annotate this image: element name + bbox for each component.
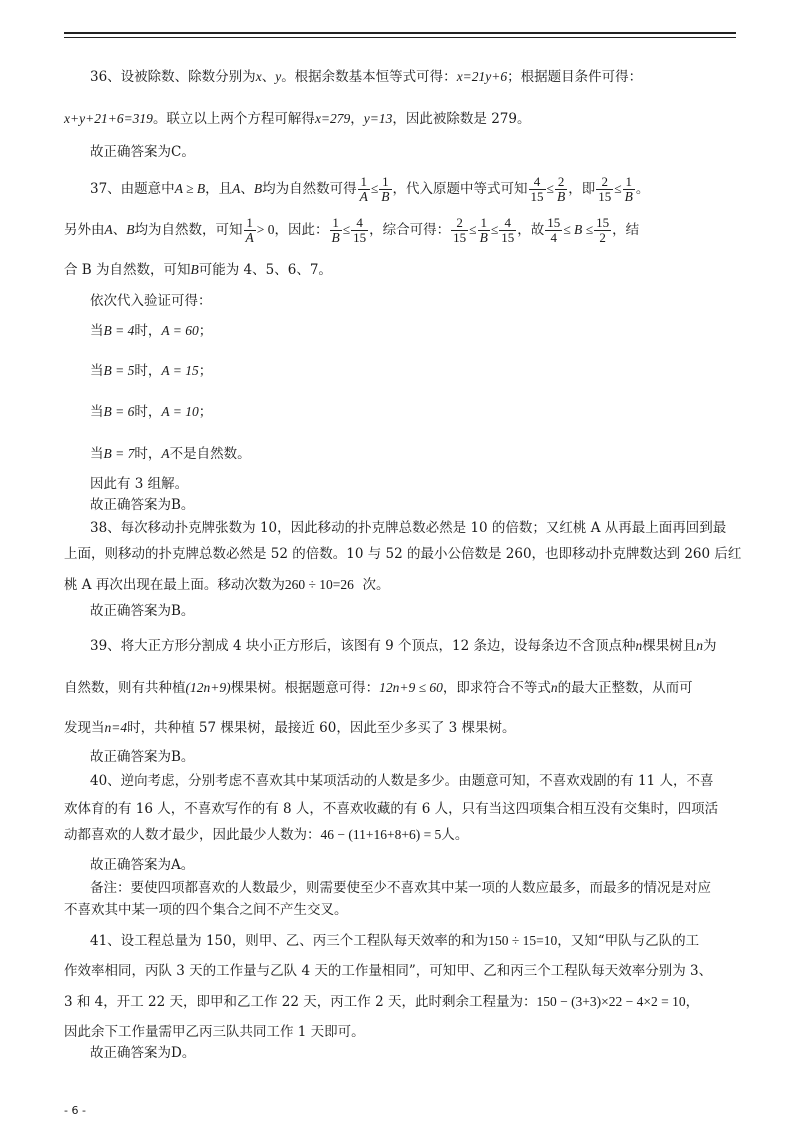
math-a: A [161, 446, 170, 461]
q37-case-b5 [90, 362, 212, 380]
text: 均为自然数可得 [262, 181, 357, 197]
text: 当 [90, 363, 104, 379]
q40-line2: 欢体育的有 16 人，不喜欢写作的有 8 人，不喜欢收藏的有 6 人，只有当这四项集合相互没有交集时，四项活 [64, 801, 719, 817]
equation: B = 7 [103, 446, 135, 461]
fraction: $\frac{1}{B}$ [331, 215, 340, 245]
q36-line2 [64, 110, 530, 128]
q39-answer: 故正确答案为B。 [90, 749, 195, 765]
text: 、 [261, 69, 276, 85]
math-n: n [635, 638, 643, 653]
q38-answer: 故正确答案为B。 [90, 603, 195, 619]
equation: x+y+21+6=319 [64, 111, 153, 126]
equation: y=13 [363, 111, 393, 126]
q39-line2 [64, 679, 693, 697]
q37-line2 [64, 213, 639, 247]
op: ≤ [370, 181, 379, 196]
equation: n=4 [104, 720, 128, 735]
header-rule [64, 32, 736, 34]
equation: B = 6 [103, 404, 135, 419]
fraction: $\frac{1}{B}$ [479, 215, 488, 245]
fraction: $\frac{1}{A}$ [245, 215, 254, 245]
text: 均为自然数，可知 [134, 222, 243, 238]
fraction: $\frac{1}{B}$ [381, 174, 390, 204]
q36-line1 [90, 68, 642, 86]
text: 、 [112, 222, 127, 238]
text: 。 [454, 827, 469, 843]
text: 时， [134, 363, 162, 379]
expression: (12n+9) [185, 680, 231, 695]
text: 、 [240, 181, 254, 197]
text: ，因此： [274, 222, 329, 238]
q37-line3 [64, 261, 332, 279]
text: 可能为 4、5、6、7。 [198, 262, 332, 278]
q37-case-b7 [90, 445, 251, 463]
fraction: $\frac{4}{15}$ [530, 174, 544, 204]
text: 。联立以上两个方程可解得 [152, 111, 315, 127]
math-n: n [696, 638, 703, 653]
text: 37、由题意中 [90, 181, 175, 197]
equation: 150 ÷ 15=10 [488, 933, 558, 948]
text: ；根据题目条件可得： [507, 69, 643, 85]
text: 41、设工程总量为 150，则甲、乙、丙三个工程队每天效率的和为 [90, 933, 489, 949]
op: ≤ [469, 222, 477, 237]
page-number: - 6 - [64, 1104, 86, 1117]
text: 合 B 为自然数，可知 [64, 262, 191, 278]
fraction: $\frac{2}{B}$ [556, 174, 566, 204]
text: ，又知“甲队与乙队的工 [557, 933, 700, 949]
q37-summary: 因此有 3 组解。 [90, 476, 189, 492]
op: ≤ [490, 222, 499, 237]
q40-line3 [64, 826, 468, 844]
equation: 260 ÷ 10=26 [284, 577, 354, 592]
text: ，且 [205, 181, 233, 197]
text: 另外由 [64, 222, 105, 238]
text: 棵果树。根据题意可得： [230, 680, 380, 696]
text: 。 [635, 181, 650, 197]
q38-line3 [64, 576, 389, 594]
text: ； [198, 363, 213, 379]
math-x: x [255, 69, 262, 84]
q41-line2: 作效率相同，丙队 3 天的工作量与乙队 4 天的工作量相同”，可知甲、乙和丙三个工程队每天效率分别为 3、 [64, 963, 713, 979]
q37-case-b6 [90, 403, 212, 421]
text: 自然数，则有共种植 [64, 680, 186, 696]
inequality: 12n+9 ≤ 60 [379, 680, 443, 695]
text: 36、设被除数、除数分别为 [90, 69, 256, 85]
text: ，因此被除数是 279。 [392, 111, 531, 127]
fraction: $\frac{15}{2}$ [596, 215, 610, 245]
header-rule-thin [64, 37, 736, 38]
inequality: A ≥ B [174, 181, 206, 196]
math-y: y [275, 69, 282, 84]
text: 为 [703, 638, 717, 654]
equation: B = 5 [103, 363, 135, 378]
text: ，即求符合不等式 [442, 680, 551, 696]
q40-note-line2: 不喜欢其中某一项的四个集合之间不产生交叉。 [64, 902, 348, 918]
q39-line3 [64, 719, 516, 737]
q41-line3 [64, 993, 699, 1011]
text: ，结 [612, 222, 640, 238]
text: ， [685, 994, 700, 1010]
op: > 0 [256, 222, 275, 237]
q37-answer: 故正确答案为B。 [90, 497, 195, 513]
math-b: B [253, 181, 263, 196]
equation: A = 10 [161, 404, 199, 419]
fraction: $\frac{2}{15}$ [598, 174, 612, 204]
equation: A = 15 [161, 363, 199, 378]
text: 动都喜欢的人数才最少，因此最少人数为： [64, 827, 321, 843]
text: 时， [134, 404, 162, 420]
q39-line1 [90, 637, 717, 655]
text: 当 [90, 404, 104, 420]
fraction: $\frac{2}{15}$ [453, 215, 467, 245]
q37-line1 [90, 172, 649, 206]
equation: A = 60 [161, 323, 199, 338]
equation: 150 − (3+3)×22 − 4×2 = 10 [536, 994, 686, 1009]
op: ≤ [614, 181, 622, 196]
text: ，代入原题中等式可知 [392, 181, 528, 197]
text: 当 [90, 323, 104, 339]
q40-note-line1: 备注：要使四项都喜欢的人数最少，则需要使至少不喜欢其中某一项的人数应最多，而最多的情况是对应 [90, 880, 711, 896]
text: 不是自然数。 [169, 446, 251, 462]
op: ≤ [342, 222, 351, 237]
text: 次。 [362, 577, 390, 593]
q37-line4: 依次代入验证可得： [90, 293, 212, 309]
q41-line1 [90, 932, 699, 950]
text: 时， [134, 323, 162, 339]
fraction: $\frac{1}{B}$ [624, 174, 633, 204]
text: 的最大正整数，从而可 [557, 680, 693, 696]
q38-line1: 38、每次移动扑克牌张数为 10，因此移动的扑克牌总数必然是 10 的倍数；又红桃 A 从再最上面再回到最 [90, 520, 727, 536]
inequality: ≤ B ≤ [563, 222, 594, 237]
text: ，即 [568, 181, 596, 197]
text: 当 [90, 446, 104, 462]
text: ，故 [517, 222, 545, 238]
text: 39、将大正方形分割成 4 块小正方形后，该图有 9 个顶点，12 条边，设每条边不含顶点种 [90, 638, 636, 654]
q41-line4: 因此余下工作量需甲乙丙三队共同工作 1 天即可。 [64, 1024, 365, 1040]
math-b: B [190, 262, 199, 277]
math-b: B [126, 222, 135, 237]
equation: x=21y+6 [456, 69, 508, 84]
q38-line2: 上面，则移动的扑克牌总数必然是 52 的倍数。10 与 52 的最小公倍数是 260，也即移动扑克牌数达到 260 后红 [64, 546, 742, 562]
text: 3 和 4，开工 22 天，即甲和乙工作 22 天，丙工作 2 天，此时剩余工程量为： [64, 994, 537, 1010]
math-a: A [104, 222, 113, 237]
text: ，综合可得： [369, 222, 451, 238]
q40-line1: 40、逆向考虑，分别考虑不喜欢其中某项活动的人数是多少。由题意可知，不喜欢戏剧的有 11 人，不喜 [90, 773, 714, 789]
op: ≤ [546, 181, 554, 196]
q41-answer: 故正确答案为D。 [90, 1045, 196, 1061]
text: 时， [134, 446, 162, 462]
text: 棵果树且 [642, 638, 697, 654]
equation: 46 − (11+16+8+6) = 5人 [320, 827, 455, 842]
text: ， [350, 111, 364, 127]
q37-case-b4 [90, 322, 212, 340]
text: 时，共种植 57 棵果树，最接近 60，因此至少多买了 3 棵果树。 [127, 720, 516, 736]
text: ； [198, 323, 213, 339]
text: 。根据余数基本恒等式可得： [281, 69, 457, 85]
math-n: n [550, 680, 558, 695]
equation: x=279 [314, 111, 351, 126]
q40-answer: 故正确答案为A。 [90, 857, 195, 873]
text: ； [198, 404, 213, 420]
fraction: $\frac{1}{A}$ [359, 174, 368, 204]
fraction: $\frac{4}{15}$ [501, 215, 515, 245]
text: 发现当 [64, 720, 105, 736]
fraction: $\frac{15}{4}$ [547, 215, 561, 245]
fraction: $\frac{4}{15}$ [353, 215, 367, 245]
q36-answer: 故正确答案为C。 [90, 144, 195, 160]
math-a: A [232, 181, 241, 196]
equation: B = 4 [103, 323, 135, 338]
text: 桃 A 再次出现在最上面。移动次数为 [64, 577, 285, 593]
